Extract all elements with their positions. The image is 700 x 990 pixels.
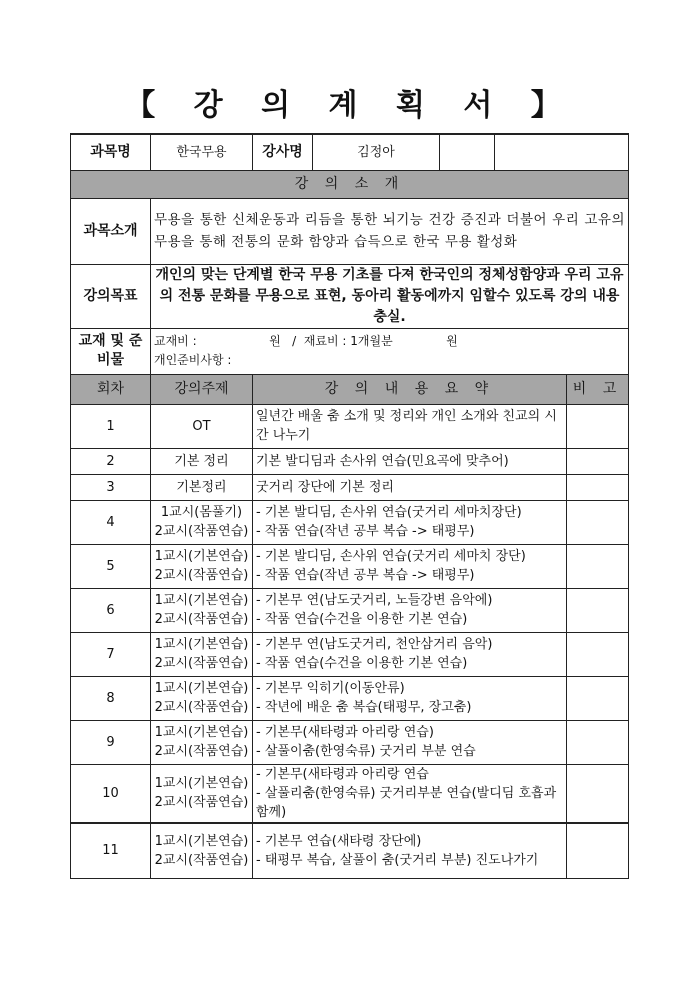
summary-line-2: - 작품 연습(수건을 이용한 기본 연습) (256, 656, 468, 671)
intro-label: 과목소개 (71, 198, 151, 264)
table-row (71, 676, 629, 720)
table-row (71, 448, 629, 474)
instructor-label: 강사명 (253, 134, 313, 170)
session-number: 2 (71, 448, 151, 474)
table-row (71, 764, 629, 823)
note-header: 비 고 (567, 374, 629, 404)
session-note (567, 588, 629, 632)
session-note (567, 676, 629, 720)
session-topic (151, 823, 253, 879)
course-name-label: 과목명 (71, 134, 151, 170)
summary-line-1: - 기본무 연습(새타령 장단에) (256, 833, 422, 849)
topic-period-2: 2교시(작품연습) (154, 568, 249, 583)
session-number: 8 (71, 676, 151, 720)
document-title: 【 강 의 계 획 서 】 (125, 88, 575, 123)
session-topic (151, 500, 253, 544)
summary-line-1: - 기본 발디딤, 손사위 연습(굿거리 세마치 장단) (256, 549, 526, 564)
summary-line-2: - 작년에 배운 춤 복습(태평무, 장고춤) (256, 700, 472, 715)
topic-period-1: 1교시(기본연습) (154, 593, 249, 608)
summary-line-1: - 기본 발디딤, 손사위 연습(굿거리 세마치장단) (256, 505, 522, 520)
session-summary (253, 588, 567, 632)
session-number: 3 (71, 474, 151, 500)
session-summary (253, 632, 567, 676)
summary-line-2: - 살풀이춤(한영숙류) 굿거리 부분 연습 (256, 744, 476, 759)
summary-line-1: - 기본무(새타령과 아리랑 연습) (256, 725, 434, 740)
topic-period-2: 2교시(작품연습) (154, 656, 249, 671)
session-number: 11 (71, 823, 151, 879)
topic-period-1: 1교시(몸풀기) (160, 505, 243, 520)
materials-cost-line: 교재비 : 원 / 재료비 : 1개월분 원 (154, 334, 458, 348)
session-note (567, 500, 629, 544)
summary-line-1: - 기본무 연(남도굿거리, 천안삼거리 음악) (256, 637, 493, 652)
summary-line-2: - 작품 연습(수건을 이용한 기본 연습) (256, 612, 468, 627)
goal-label: 강의목표 (71, 264, 151, 328)
session-header: 회차 (71, 374, 151, 404)
table-row (71, 632, 629, 676)
session-note (567, 544, 629, 588)
session-note (567, 632, 629, 676)
topic-period-2: 2교시(작품연습) (154, 612, 249, 627)
table-row (71, 720, 629, 764)
lecture-plan-table (70, 133, 629, 879)
session-number: 5 (71, 544, 151, 588)
topic-period-1: 1교시(기본연습) (154, 776, 249, 791)
summary-header: 강 의 내 용 요 약 (253, 374, 567, 404)
materials-personal-line: 개인준비사항 : (154, 353, 232, 367)
topic-period-2: 2교시(작품연습) (154, 744, 249, 759)
table-row (71, 404, 629, 448)
goal-text: 개인의 맞는 단계별 한국 무용 기초를 다져 한국인의 정체성함양과 우리 고유의 전통 문화를 무용으로 표현, 동아리 활동에까지 임할수 있도록 강의 내용 충실. (151, 264, 629, 328)
topic-period-1: 1교시(기본연습) (154, 549, 249, 564)
summary-line-2: - 작품 연습(작년 공부 복습 -> 태평무) (256, 568, 475, 583)
summary-line-2: - 작품 연습(작년 공부 복습 -> 태평무) (256, 524, 475, 539)
session-topic (151, 764, 253, 823)
session-note (567, 448, 629, 474)
session-note (567, 720, 629, 764)
session-note (567, 474, 629, 500)
table-row (71, 588, 629, 632)
session-number: 7 (71, 632, 151, 676)
session-number: 1 (71, 404, 151, 448)
materials-label: 교재 및 준비물 (71, 328, 151, 374)
materials-content (151, 328, 629, 374)
session-summary (253, 823, 567, 879)
session-number: 6 (71, 588, 151, 632)
summary-line-1: - 기본무 연(남도굿거리, 노들강변 음악에) (256, 593, 493, 608)
topic-period-1: 1교시(기본연습) (154, 833, 249, 849)
session-topic: 기본정리 (151, 474, 253, 500)
session-note (567, 823, 629, 879)
session-topic (151, 632, 253, 676)
topic-header: 강의주제 (151, 374, 253, 404)
table-row (71, 544, 629, 588)
summary-line-2: - 살풀리춤(한영숙류) 굿거리부분 연습(발디딤 호흡과 함께) (256, 785, 557, 820)
topic-period-2: 2교시(작품연습) (154, 795, 249, 810)
session-summary (253, 500, 567, 544)
summary-line-1: - 기본무 익히기(이동안류) (256, 681, 405, 696)
topic-period-2: 2교시(작품연습) (154, 524, 249, 539)
table-row (71, 500, 629, 544)
session-summary (253, 764, 567, 823)
summary-line-1: - 기본무(새타령과 아리랑 연습 (256, 766, 429, 782)
instructor-value: 김정아 (313, 134, 440, 170)
section-header-intro: 강 의 소 개 (71, 170, 629, 198)
topic-period-2: 2교시(작품연습) (154, 700, 249, 715)
session-note (567, 404, 629, 448)
topic-period-1: 1교시(기본연습) (154, 637, 249, 652)
topic-period-1: 1교시(기본연습) (154, 725, 249, 740)
intro-text: 무용을 통한 신체운동과 리듬을 통한 뇌기능 건강 증진과 더불어 우리 고유의 무용을 통해 전통의 문화 함양과 습득으로 한국 무용 활성화 (151, 198, 629, 264)
session-topic (151, 544, 253, 588)
session-topic: 기본 정리 (151, 448, 253, 474)
session-summary (253, 544, 567, 588)
course-name-value: 한국무용 (151, 134, 253, 170)
session-summary: 일년간 배울 춤 소개 및 정리와 개인 소개와 친교의 시간 나누기 (253, 404, 567, 448)
session-number: 9 (71, 720, 151, 764)
session-topic (151, 676, 253, 720)
session-number: 10 (71, 764, 151, 823)
session-summary (253, 720, 567, 764)
session-topic: OT (151, 404, 253, 448)
session-note (567, 764, 629, 823)
session-summary: 기본 발디딤과 손사위 연습(민요곡에 맞추어) (253, 448, 567, 474)
session-topic (151, 588, 253, 632)
session-topic (151, 720, 253, 764)
empty-cell (495, 134, 629, 170)
topic-period-1: 1교시(기본연습) (154, 681, 249, 696)
session-summary (253, 676, 567, 720)
table-row (71, 474, 629, 500)
topic-period-2: 2교시(작품연습) (154, 852, 249, 868)
table-row (71, 823, 629, 879)
session-summary: 굿거리 장단에 기본 정리 (253, 474, 567, 500)
empty-cell (440, 134, 495, 170)
session-number: 4 (71, 500, 151, 544)
summary-line-2: - 태평무 복습, 살풀이 춤(굿거리 부분) 진도나가기 (256, 852, 539, 868)
